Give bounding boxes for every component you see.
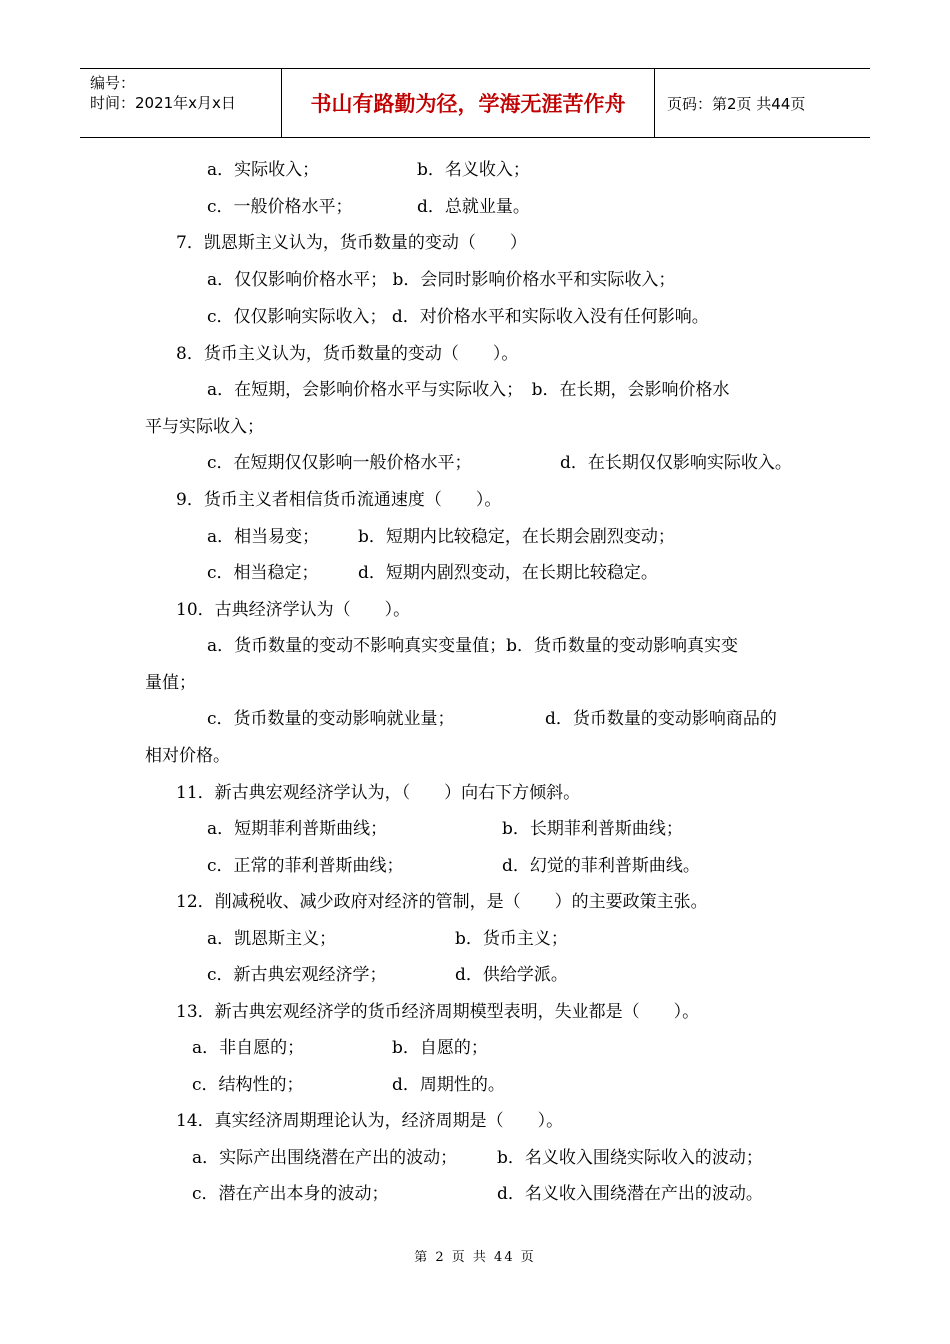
option-d: d．货币数量的变动影响商品的 (545, 709, 777, 729)
option-d: d．短期内剧烈变动，在长期比较稳定。 (358, 563, 658, 583)
option-b: b．长期菲利普斯曲线； (502, 819, 683, 839)
option-line-continuation: 平与实际收入； (145, 417, 264, 437)
question-9: 9．货币主义者相信货币流通速度（ ）。 (176, 490, 502, 510)
question-12: 12．削减税收、减少政府对经济的管制，是（ ）的主要政策主张。 (176, 892, 708, 912)
option-a: a．实际产出围绕潜在产出的波动； (192, 1148, 458, 1168)
header-meta (80, 69, 282, 137)
option-d: d．名义收入围绕潜在产出的波动。 (497, 1184, 763, 1204)
option-b: b．名义收入围绕实际收入的波动； (497, 1148, 763, 1168)
option-d: d．周期性的。 (392, 1075, 505, 1095)
option-b: b．货币主义； (455, 929, 568, 949)
question-14: 14．真实经济周期理论认为，经济周期是（ ）。 (176, 1111, 564, 1131)
page-footer: 第 2 页 共 44 页 (414, 1250, 536, 1265)
question-8: 8．货币主义认为，货币数量的变动（ ）。 (176, 344, 519, 364)
option-c: c．一般价格水平； (207, 197, 353, 217)
option-b: b．名义收入； (417, 160, 530, 180)
option-line: a．在短期，会影响价格水平与实际收入； b．在长期，会影响价格水 (207, 380, 730, 400)
option-line-continuation: 量值； (145, 673, 196, 693)
option-c: c．在短期仅仅影响一般价格水平； (207, 453, 472, 473)
option-a: a．非自愿的； (192, 1038, 305, 1058)
option-a: a．凯恩斯主义； (207, 929, 337, 949)
option-c: c．结构性的； (192, 1075, 304, 1095)
option-d: d．供给学派。 (455, 965, 568, 985)
page-header (80, 68, 870, 138)
header-motto: 书山有路勤为径，学海无涯苦作舟 (282, 69, 655, 137)
option-a: a．相当易变； (207, 527, 320, 547)
option-d: d．幻觉的菲利普斯曲线。 (502, 856, 700, 876)
document-date: 时间：2021年x月x日 (90, 94, 236, 112)
question-13: 13．新古典宏观经济学的货币经济周期模型表明，失业都是（ ）。 (176, 1002, 700, 1022)
option-a: a．实际收入； (207, 160, 320, 180)
option-d: d．在长期仅仅影响实际收入。 (560, 453, 792, 473)
header-page-info: 页码：第2页 共44页 (667, 94, 806, 113)
option-line-continuation: 相对价格。 (145, 746, 230, 766)
question-7: 7．凯恩斯主义认为，货币数量的变动（ ） (176, 233, 527, 253)
option-c: c．新古典宏观经济学； (207, 965, 387, 985)
option-line: a．仅仅影响价格水平； b．会同时影响价格水平和实际收入； (207, 270, 676, 290)
document-number-label: 编号： (90, 74, 136, 92)
question-10: 10．古典经济学认为（ ）。 (176, 600, 411, 620)
option-b: b．短期内比较稳定，在长期会剧烈变动； (358, 527, 675, 547)
question-11: 11．新古典宏观经济学认为，（ ）向右下方倾斜。 (176, 783, 581, 803)
option-d: d．总就业量。 (417, 197, 530, 217)
option-c: c．正常的菲利普斯曲线； (207, 856, 404, 876)
option-a: a．短期菲利普斯曲线； (207, 819, 388, 839)
option-c: c．相当稳定； (207, 563, 319, 583)
option-c: c．货币数量的变动影响就业量； (207, 709, 455, 729)
option-c: c．潜在产出本身的波动； (192, 1184, 389, 1204)
option-line: a．货币数量的变动不影响真实变量值；b．货币数量的变动影响真实变 (207, 636, 739, 656)
option-b: b．自愿的； (392, 1038, 488, 1058)
option-line: c．仅仅影响实际收入； d．对价格水平和实际收入没有任何影响。 (207, 307, 709, 327)
